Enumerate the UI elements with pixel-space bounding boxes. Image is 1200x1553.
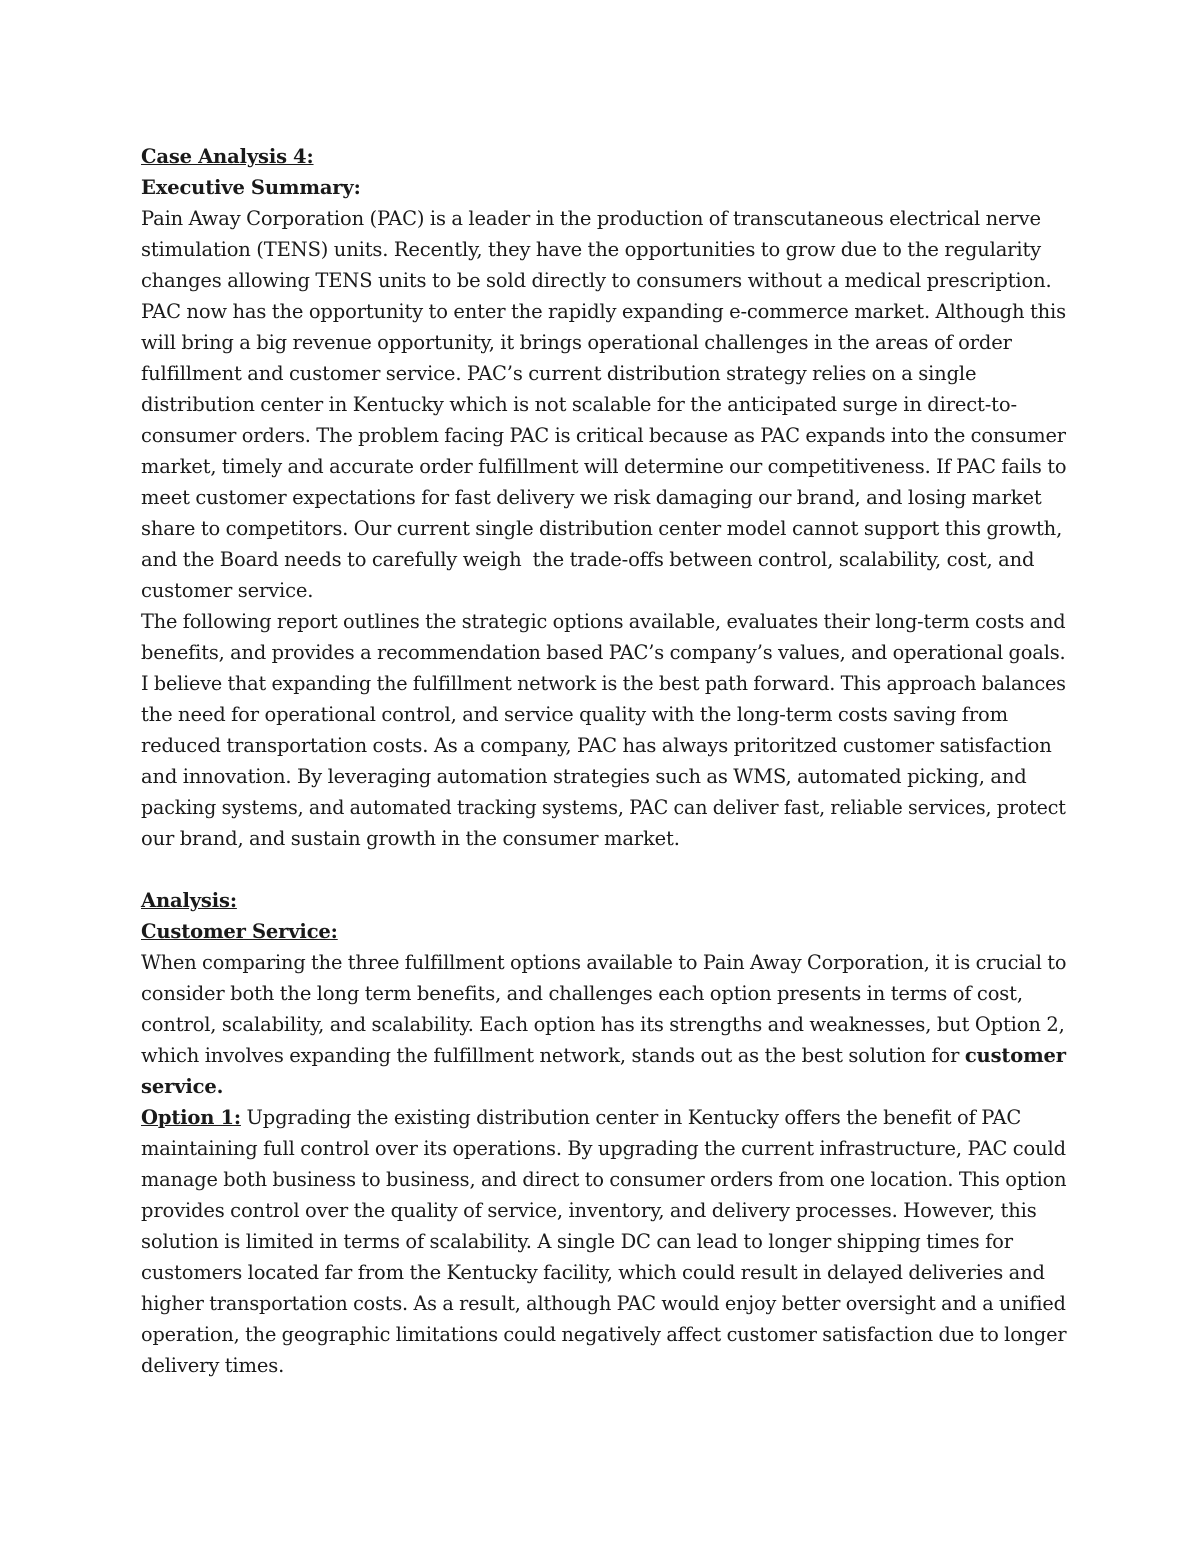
text-line: distribution center in Kentucky which is not scalable for the anticipated surge in direct-to- bbox=[141, 393, 1017, 416]
text-line: I believe that expanding the fulfillment network is the best path forward. This approach balances bbox=[141, 672, 1066, 695]
text-line: manage both business to business, and direct to consumer orders from one location. This option bbox=[141, 1168, 1067, 1191]
text-line: and the Board needs to carefully weigh the trade-offs between control, scalability, cost, and bbox=[141, 548, 1035, 571]
text-line: solution is limited in terms of scalability. A single DC can lead to longer shipping times for bbox=[141, 1230, 1013, 1253]
text-line: When comparing the three fulfillment options available to Pain Away Corporation, it is crucial to bbox=[141, 951, 1067, 974]
text-line: reduced transportation costs. As a company, PAC has always pritoritzed customer satisfaction bbox=[141, 734, 1052, 757]
customer-service-label: Customer Service: bbox=[141, 920, 338, 943]
bold-text: service. bbox=[141, 1075, 224, 1098]
text-segment: which involves expanding the fulfillment network, stands out as the best solution for bbox=[141, 1044, 965, 1067]
text-line: PAC now has the opportunity to enter the rapidly expanding e-commerce market. Although this bbox=[141, 300, 1066, 323]
text-line bbox=[141, 1102, 1066, 1133]
executive-summary-paragraph-2 bbox=[141, 606, 1066, 854]
text-line: meet customer expectations for fast delivery we risk damaging our brand, and losing market bbox=[141, 486, 1042, 509]
document-body bbox=[141, 141, 1066, 1381]
text-line: market, timely and accurate order fulfillment will determine our competitiveness. If PAC fails to bbox=[141, 455, 1067, 478]
executive-summary-label: Executive Summary: bbox=[141, 176, 361, 199]
option-1-label: Option 1: bbox=[141, 1106, 241, 1129]
text-line: consumer orders. The problem facing PAC is critical because as PAC expands into the consumer bbox=[141, 424, 1066, 447]
option-1-paragraph bbox=[141, 1102, 1066, 1381]
text-line: will bring a big revenue opportunity, it brings operational challenges in the areas of order bbox=[141, 331, 1012, 354]
text-line: share to competitors. Our current single distribution center model cannot support this growth, bbox=[141, 517, 1063, 540]
text-line: and innovation. By leveraging automation strategies such as WMS, automated picking, and bbox=[141, 765, 1027, 788]
text-line: our brand, and sustain growth in the consumer market. bbox=[141, 827, 680, 850]
text-line: benefits, and provides a recommendation based PAC’s company’s values, and operational goals. bbox=[141, 641, 1066, 664]
text-line: higher transportation costs. As a result, although PAC would enjoy better oversight and a unified bbox=[141, 1292, 1066, 1315]
text-line: changes allowing TENS units to be sold directly to consumers without a medical prescription. bbox=[141, 269, 1052, 292]
text-line: provides control over the quality of service, inventory, and delivery processes. However, this bbox=[141, 1199, 1037, 1222]
analysis-label: Analysis: bbox=[141, 889, 237, 912]
text-line: customer service. bbox=[141, 579, 314, 602]
bold-text: customer bbox=[964, 1044, 1066, 1067]
text-line: the need for operational control, and service quality with the long-term costs saving from bbox=[141, 703, 1008, 726]
text-line: The following report outlines the strategic options available, evaluates their long-term costs and bbox=[141, 610, 1066, 633]
text-segment: Upgrading the existing distribution center in Kentucky offers the benefit of PAC bbox=[240, 1106, 1022, 1129]
blank-line bbox=[141, 854, 1066, 885]
text-line: fulfillment and customer service. PAC’s current distribution strategy relies on a single bbox=[141, 362, 977, 385]
text-line bbox=[141, 1040, 1065, 1071]
text-line: customers located far from the Kentucky facility, which could result in delayed deliveries and bbox=[141, 1261, 1045, 1284]
text-line: control, scalability, and scalability. Each option has its strengths and weaknesses, but Option 2, bbox=[141, 1013, 1065, 1036]
customer-service-paragraph bbox=[141, 947, 1066, 1102]
text-line: packing systems, and automated tracking systems, PAC can deliver fast, reliable services, protect bbox=[141, 796, 1066, 819]
text-line: Pain Away Corporation (PAC) is a leader in the production of transcutaneous electrical nerve bbox=[141, 207, 1041, 230]
text-line: maintaining full control over its operations. By upgrading the current infrastructure, PAC could bbox=[141, 1137, 1066, 1160]
text-line: stimulation (TENS) units. Recently, they have the opportunities to grow due to the regularity bbox=[141, 238, 1041, 261]
executive-summary-paragraph-1 bbox=[141, 203, 1066, 606]
text-line: consider both the long term benefits, and challenges each option presents in terms of cost, bbox=[141, 982, 1023, 1005]
case-heading: Case Analysis 4: bbox=[141, 145, 314, 168]
text-line: operation, the geographic limitations could negatively affect customer satisfaction due to longer bbox=[141, 1323, 1067, 1346]
text-line: delivery times. bbox=[141, 1354, 285, 1377]
